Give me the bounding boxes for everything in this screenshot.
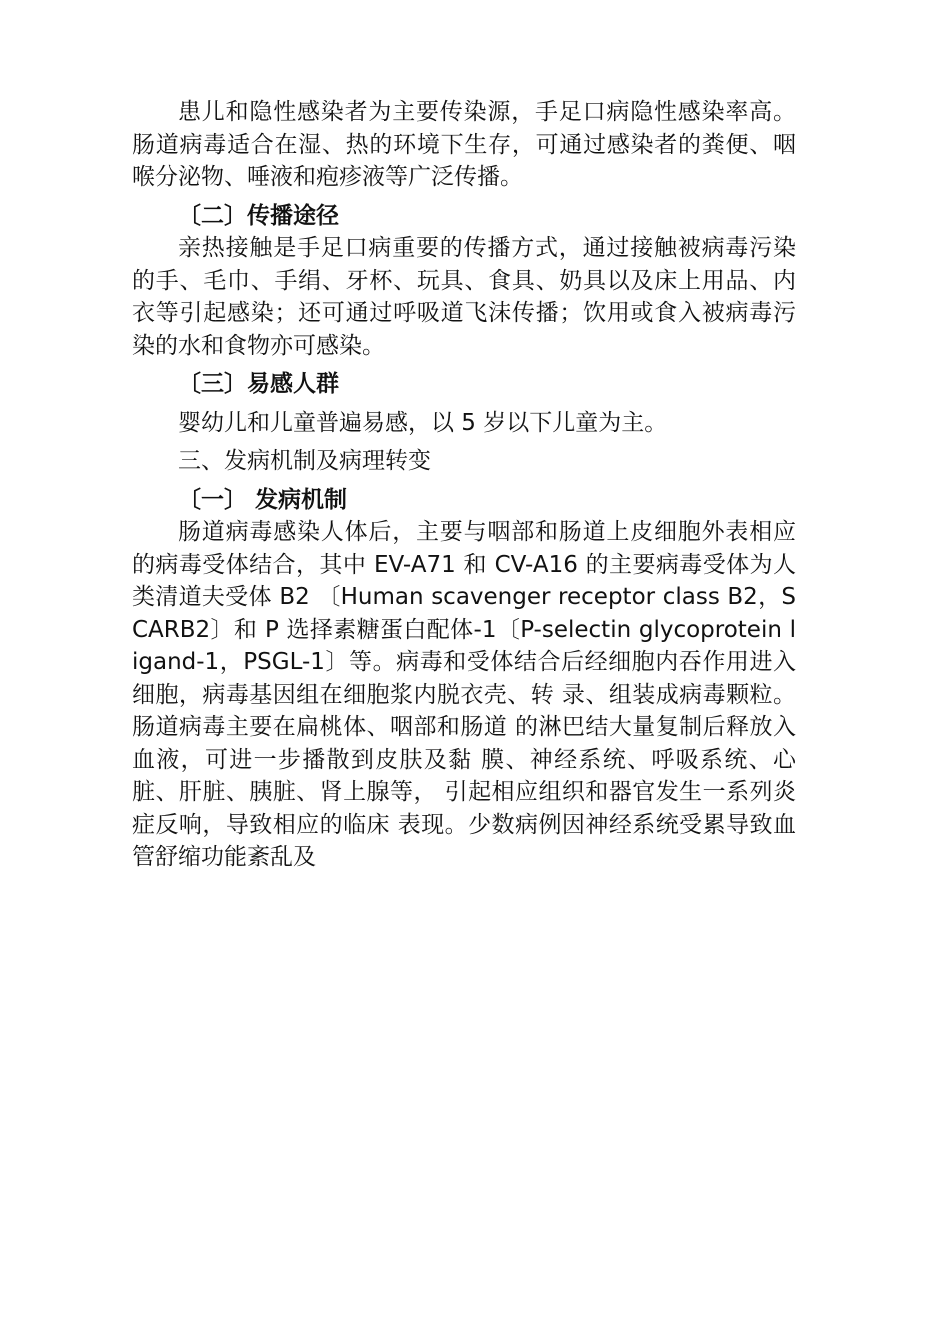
paragraph-transmission-source: 患儿和隐性感染者为主要传染源，手足口病隐性感染率高。肠道病毒适合在湿、热的环境下生存，可通过感染者的粪便、咽喉分泌物、唾液和疱疹液等广泛传播。 <box>132 99 796 190</box>
paragraph-pathogenesis: 肠道病毒感染人体后，主要与咽部和肠道上皮细胞外表相应的病毒受体结合，其中 EV-A71 和 CV-A16 的主要病毒受体为人类清道夫受体 B2 〔Human scavenger receptor class B2，SCARB2〕和 P 选择素糖蛋白配体-1〔P-selectin glycoprotein ligand-1，PSGL-1〕等。病毒和受体结合后经细胞内吞作用进入细胞，病毒基因组在细胞浆内脱衣壳、转 录、组装成病毒颗粒。肠道病毒主要在扁桃体、咽部和肠道 的淋巴结大量复制后释放入血液，可进一步播散到皮肤及黏 膜、神经系统、呼吸系统、心脏、肝脏、胰脏、肾上腺等， 引起相应组织和器官发生一系列炎症反响，导致相应的临床 表现。少数病例因神经系统受累导致血管舒缩功能紊乱及 <box>132 519 796 870</box>
heading-susceptible-population: 〔三〕易感人群 <box>178 371 339 397</box>
paragraph-transmission-route: 亲热接触是手足口病重要的传播方式，通过接触被病毒污染的手、毛巾、手绢、牙杯、玩具、食具、奶具以及床上用品、内衣等引起感染；还可通过呼吸道飞沫传播；饮用或食入被病毒污染的水和食物亦可感染。 <box>132 235 796 359</box>
heading-pathogenesis: 〔一〕 发病机制 <box>178 486 348 513</box>
document-page <box>132 96 796 874</box>
paragraph-susceptible-population: 婴幼儿和儿童普遍易感，以 5 岁以下儿童为主。 <box>178 409 668 436</box>
section-title-pathogenesis: 三、发病机制及病理转变 <box>178 448 431 474</box>
heading-transmission-route: 〔二〕传播途径 <box>178 202 339 229</box>
